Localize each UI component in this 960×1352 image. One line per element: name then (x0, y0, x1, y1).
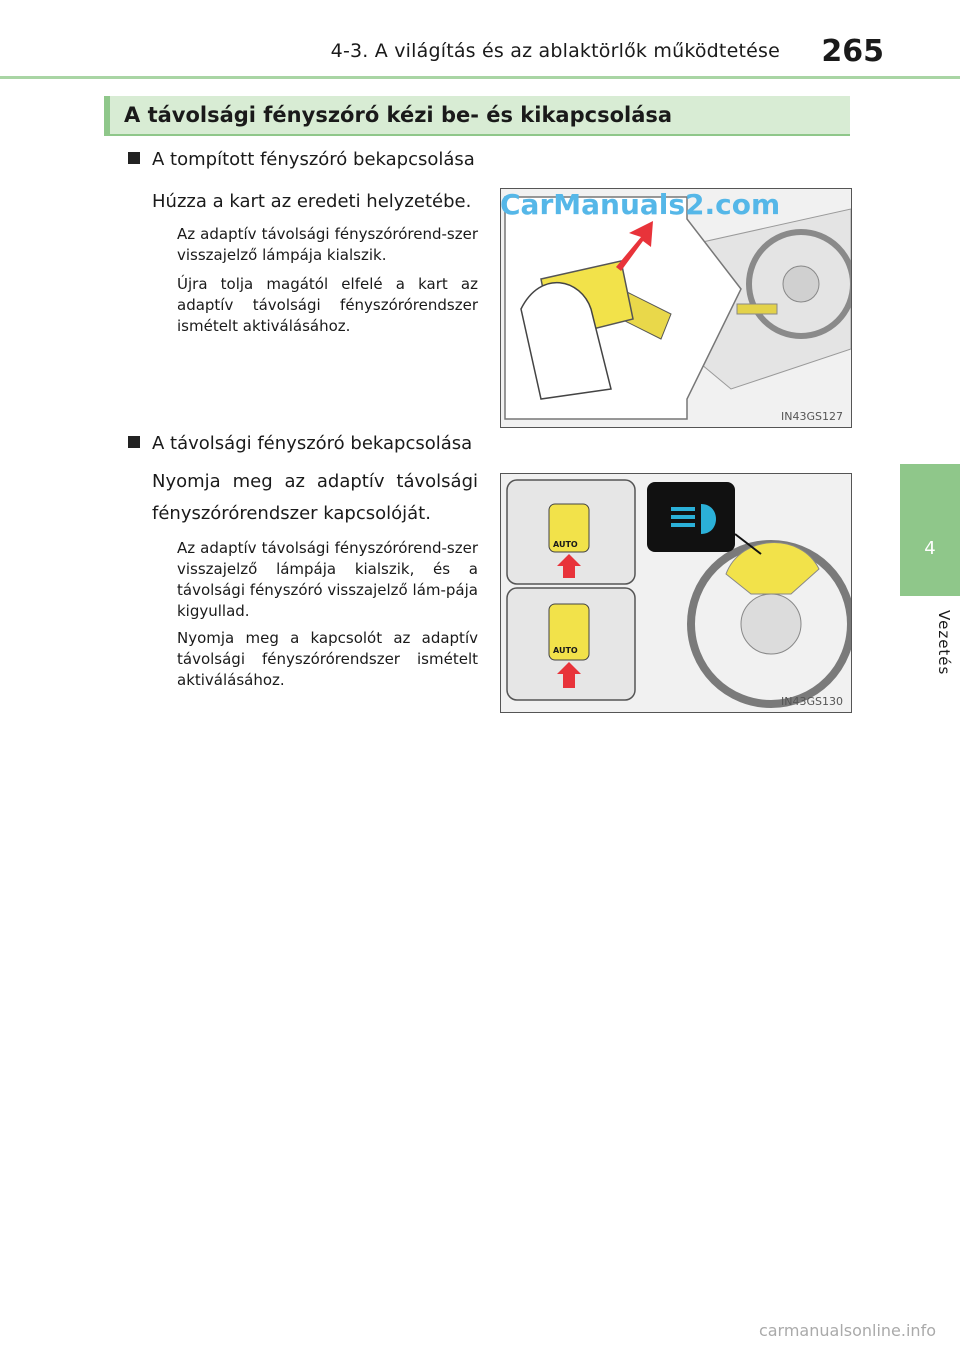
section-title: A távolsági fényszóró kézi be- és kikapcsolása (124, 103, 673, 127)
running-header: 4-3. A világítás és az ablaktörlők működtetése (330, 40, 780, 62)
lever-illustration (501, 189, 851, 427)
subheading-text: A tompított fényszóró bekapcsolása (152, 149, 475, 170)
figure-code: IN43GS130 (781, 695, 843, 708)
subheading-text: A távolsági fényszóró bekapcsolása (152, 433, 473, 454)
auto-button-label: AUTO (553, 646, 578, 655)
instruction-text: Nyomja meg az adaptív távolsági fényszórórendszer kapcsolóját. (152, 471, 478, 524)
page-number: 265 (821, 34, 884, 69)
chapter-number: 4 (924, 538, 936, 559)
note-text: Az adaptív távolsági fényszórórend-szer visszajelző lámpája kialszik. (177, 225, 478, 264)
note-text: Az adaptív távolsági fényszórórend-szer visszajelző lámpája kialszik, és a távolsági fényszóró visszajelző lám-pája kigyullad. (177, 539, 478, 620)
figure-switch-illustration (500, 473, 852, 713)
footer-watermark: carmanualsonline.info (758, 1321, 936, 1340)
bullet-square-icon (128, 436, 140, 448)
bullet-square-icon (128, 152, 140, 164)
chapter-tab[interactable] (900, 464, 960, 596)
auto-button-label: AUTO (553, 540, 578, 549)
subheading-high-beam (128, 433, 472, 454)
chapter-label: Vezetés (935, 610, 953, 676)
figure-code: IN43GS127 (781, 410, 843, 423)
note-text: Nyomja meg a kapcsolót az adaptív távolsági fényszórórendszer ismételt aktiválásához. (177, 629, 478, 689)
instruction-text: Húzza a kart az eredeti helyzetébe. (152, 191, 472, 212)
note-text: Újra tolja magától elfelé a kart az adaptív távolsági fényszórórendszer ismételt aktiválásához. (177, 275, 478, 335)
section-accent (104, 96, 110, 136)
subheading-low-beam (128, 149, 475, 170)
switch-illustration (501, 474, 851, 712)
watermark: CarManuals2.com (500, 188, 781, 221)
header-divider (0, 76, 960, 79)
figure-lever-illustration (500, 188, 852, 428)
